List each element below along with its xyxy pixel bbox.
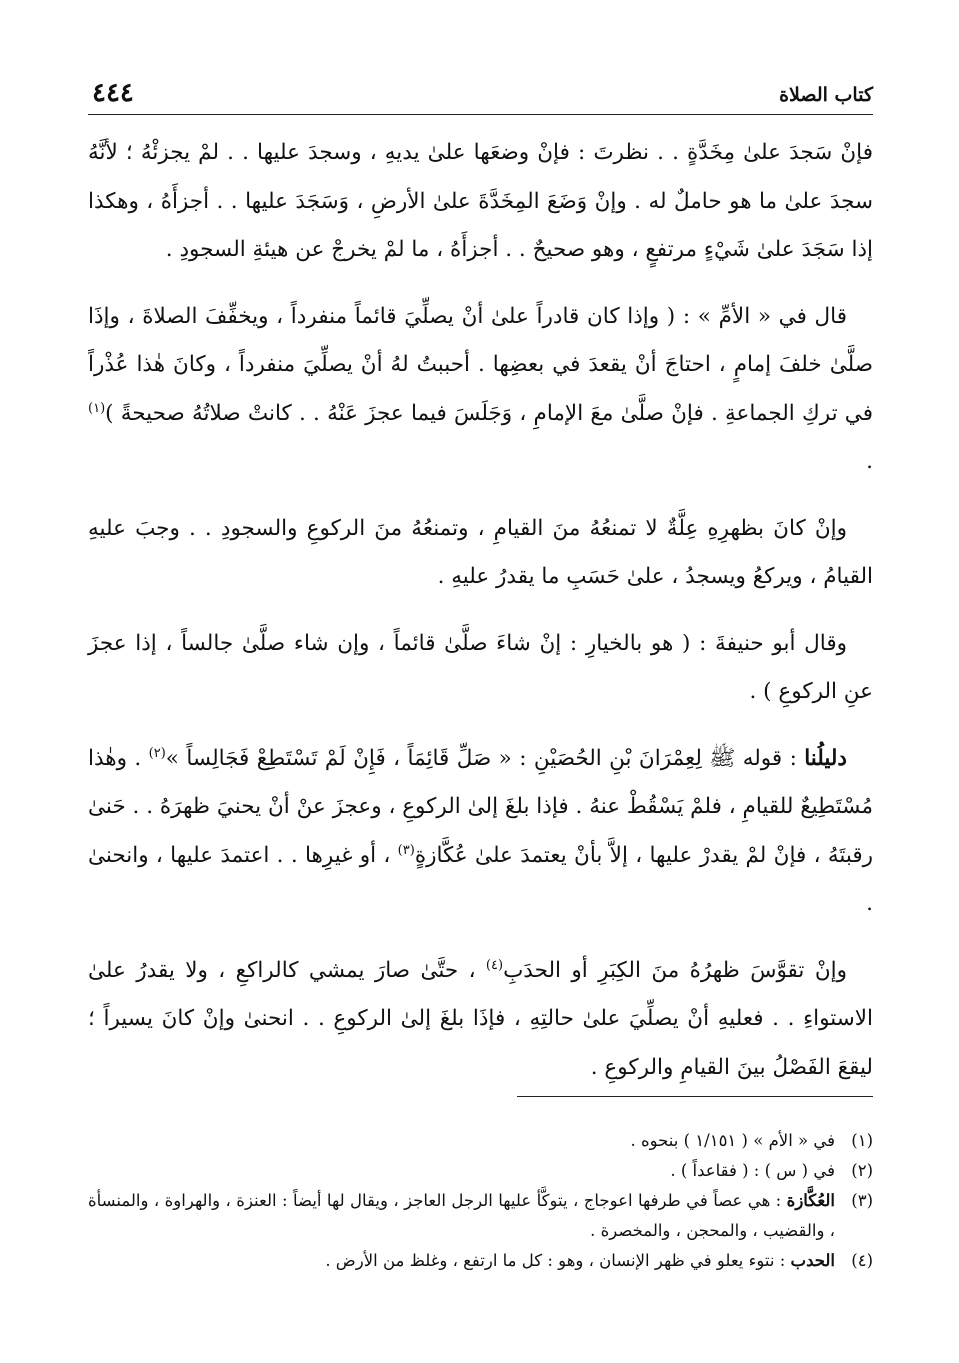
page-number: ٤٤٤	[92, 78, 134, 108]
footnote-number: (١)	[851, 1131, 873, 1150]
paragraph: قال في « الأمِّ » : ( وإذا كان قادراً علىٰ أنْ يصلِّيَ قائماً منفرداً ، ويخفِّفَ الصلاةَ ، وإذَا صلَّىٰ خلفَ إمامٍ ، احتاجَ أنْ يقعدَ في بعضِها . أحببتُ لهُ أنْ يصلِّيَ منفرداً ، وكانَ هٰذا عُذْراً في تركِ الجماعةِ . فإنْ صلَّىٰ معَ الإمامِ ، وَجَلَسَ فيما عجزَ عَنْهُ . . كانتْ صلاتُهُ صحيحةً )$^{(١)}$ .	[88, 303, 873, 474]
footnote-ref[interactable]: (٤)	[485, 957, 504, 973]
footnote-term: الحدب	[790, 1251, 835, 1270]
footnote-number: (٣)	[851, 1191, 873, 1210]
footnote-ref[interactable]: (٣)	[397, 842, 415, 858]
paragraph: وإنْ كانَ بظهرِهِ عِلَّةٌ لا تمنعُهُ منَ القيامِ ، وتمنعُهُ منَ الركوعِ والسجودِ . . وجبَ عليهِ القيامُ ، ويركعُ ويسجدُ ، علىٰ حَسَبِ ما يقدرُ عليهِ .	[88, 515, 873, 589]
page-header	[88, 78, 873, 115]
paragraph: دليلُنا : قوله ﷺ لِعِمْرَانَ بْنِ الحُصَيْنِ : « صَلِّ قَائِمَاً ، فَإِنْ لَمْ تَسْتَطِعْ فَجَالِساً »$^{(٢)}$ . وهٰذا مُسْتَطِيعٌ للقيامِ ، فلمْ يَسْقُطْ عنهُ . فإذا بلغَ إلىٰ الركوعِ ، وعجزَ عنْ أنْ يحنيَ ظهرَهُ . . حَنىٰ رقبتَهُ ، فإنْ لمْ يقدرْ عليها ، إلاَّ بأنْ يعتمدَ علىٰ عُكَّازةٍ$^{(٣)}$ ، أو غيرِها . . اعتمدَ عليها ، وانحنىٰ .	[88, 745, 873, 916]
footnote-number: (٢)	[851, 1161, 873, 1180]
footnote-text: العُكَّازة : هي عصاً في طرفها اعوجاج ، يتوكَّأ عليها الرجل العاجز ، ويقال لها أيضاً : العنزة ، والهراوة ، والمنسأة ، والقضيب ، والمحجن ، والمخصرة .	[88, 1191, 835, 1240]
footnote	[88, 1126, 873, 1156]
footnote-term: العُكَّازة	[786, 1191, 835, 1210]
paragraph: وإنْ تقوَّسَ ظهرُهُ منَ الكِبَرِ أو الحدَبِ$^{(٤)}$ ، حتَّىٰ صارَ يمشي كالراكعِ ، ولا يقدرُ علىٰ الاستواءِ . . فعليهِ أنْ يصلِّيَ علىٰ حالتِهِ ، فإذَا بلغَ إلىٰ الركوعِ . . انحنىٰ وإنْ كانَ يسيراً ؛ ليقعَ الفَصْلُ بينَ القيامِ والركوعِ .	[88, 957, 873, 1080]
footnote-ref[interactable]: (٢)	[148, 745, 166, 761]
paragraph: فإنْ سَجدَ علىٰ مِخَدَّةٍ . . نظرتَ : فإنْ وضعَها علىٰ يديهِ ، وسجدَ عليها . . لمْ يجزئْهُ ؛ لأنَّهُ سجدَ علىٰ ما هو حاملٌ له . وإنْ وَضَعَ المِخَدَّةَ علىٰ الأرضِ ، وَسَجَدَ عليها . . أجزأَهُ ، وهكذا إذا سَجَدَ علىٰ شَيْءٍ مرتفعٍ ، وهو صحيحٌ . . أجزأَهُ ، ما لمْ يخرجْ عن هيئةِ السجودِ .	[88, 140, 873, 262]
footnote-ref[interactable]: (١)	[88, 400, 106, 416]
chapter-title: كتاب الصلاة	[779, 84, 873, 106]
footnote-text: في « الأم » ( ١/١٥١ ) بنحوه .	[630, 1131, 835, 1150]
bold-lead: دليلُنا	[804, 745, 848, 771]
footnote	[88, 1156, 873, 1186]
footnote-number: (٤)	[851, 1251, 873, 1270]
main-text	[88, 129, 873, 1092]
footnote-separator	[517, 1096, 873, 1097]
footnotes	[88, 1126, 873, 1276]
footnote-text: في ( س ) : ( فقاعداً ) .	[670, 1161, 835, 1180]
book-page	[88, 78, 873, 1338]
footnote	[88, 1186, 873, 1246]
footnote	[88, 1246, 873, 1276]
paragraph: وقال أبو حنيفةَ : ( هو بالخيارِ : إنْ شاءَ صلَّىٰ قائماً ، وإن شاء صلَّىٰ جالساً ، إذا عجزَ عنِ الركوعِ ) .	[88, 630, 873, 704]
footnote-text: الحدب : نتوء يعلو في ظهر الإنسان ، وهو : كل ما ارتفع ، وغلظ من الأرض .	[325, 1251, 835, 1270]
